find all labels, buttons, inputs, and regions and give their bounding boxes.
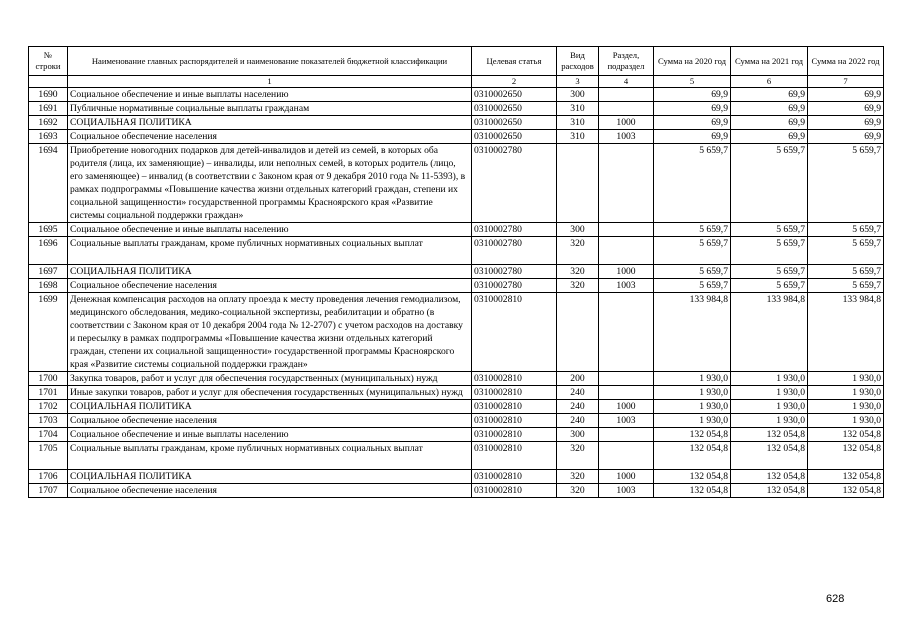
row-target: 0310002810 bbox=[472, 372, 557, 386]
row-expense-type: 240 bbox=[557, 414, 599, 428]
row-sum-2022: 132 054,8 bbox=[808, 428, 884, 442]
table-row bbox=[29, 400, 884, 414]
row-name: Закупка товаров, работ и услуг для обеспечения государственных (муниципальных) нужд bbox=[68, 372, 472, 386]
row-section: 1000 bbox=[599, 116, 654, 130]
row-number: 1702 bbox=[29, 400, 68, 414]
row-sum-2021: 5 659,7 bbox=[731, 237, 808, 265]
row-expense-type: 310 bbox=[557, 130, 599, 144]
row-name: Приобретение новогодних подарков для детей-инвалидов и детей из семей, в которых оба родителя (лица, их заменяющие) – инвалиды, или неполных семей, в которых родитель (лицо, его заменяющее) – инвалид (в соответствии с Законом края от 9 декабря 2010 года № 11-5393), в рамках подпрограммы «Повышение качества жизни отдельных категорий граждан, степени их социальной защищенности» государственной программы Красноярского края «Развитие системы социальной поддержки граждан» bbox=[68, 144, 472, 223]
row-name: Социальное обеспечение населения bbox=[68, 130, 472, 144]
header-sum-2020: Сумма на 2020 год bbox=[654, 47, 731, 76]
row-target: 0310002810 bbox=[472, 470, 557, 484]
table-header-row bbox=[29, 47, 884, 76]
row-sum-2022: 133 984,8 bbox=[808, 293, 884, 372]
row-sum-2020: 1 930,0 bbox=[654, 372, 731, 386]
row-section bbox=[599, 237, 654, 265]
row-sum-2022: 69,9 bbox=[808, 116, 884, 130]
header-section: Раздел, подраздел bbox=[599, 47, 654, 76]
row-number: 1706 bbox=[29, 470, 68, 484]
row-sum-2020: 69,9 bbox=[654, 102, 731, 116]
row-name: Социальное обеспечение населения bbox=[68, 484, 472, 498]
row-sum-2021: 1 930,0 bbox=[731, 400, 808, 414]
row-number: 1697 bbox=[29, 265, 68, 279]
row-sum-2022: 1 930,0 bbox=[808, 372, 884, 386]
row-number: 1704 bbox=[29, 428, 68, 442]
row-expense-type: 320 bbox=[557, 265, 599, 279]
row-expense-type: 320 bbox=[557, 484, 599, 498]
row-sum-2020: 5 659,7 bbox=[654, 265, 731, 279]
row-sum-2021: 132 054,8 bbox=[731, 428, 808, 442]
row-sum-2022: 132 054,8 bbox=[808, 442, 884, 470]
row-expense-type: 320 bbox=[557, 442, 599, 470]
row-section: 1000 bbox=[599, 400, 654, 414]
header-row-no: № строки bbox=[29, 47, 68, 76]
table-row bbox=[29, 130, 884, 144]
row-name: Социальное обеспечение и иные выплаты населению bbox=[68, 223, 472, 237]
row-sum-2021: 69,9 bbox=[731, 88, 808, 102]
row-target: 0310002810 bbox=[472, 414, 557, 428]
row-expense-type: 240 bbox=[557, 386, 599, 400]
table-row bbox=[29, 102, 884, 116]
row-number: 1705 bbox=[29, 442, 68, 470]
row-section bbox=[599, 428, 654, 442]
row-expense-type: 240 bbox=[557, 400, 599, 414]
page-number: 628 bbox=[826, 593, 845, 605]
row-section bbox=[599, 223, 654, 237]
header-name: Наименование главных распорядителей и наименование показателей бюджетной классификации bbox=[68, 47, 472, 76]
row-expense-type: 300 bbox=[557, 428, 599, 442]
row-section bbox=[599, 442, 654, 470]
row-number: 1701 bbox=[29, 386, 68, 400]
row-sum-2020: 5 659,7 bbox=[654, 279, 731, 293]
row-target: 0310002780 bbox=[472, 144, 557, 223]
column-number-row bbox=[29, 76, 884, 88]
table-row bbox=[29, 293, 884, 372]
row-section: 1003 bbox=[599, 414, 654, 428]
row-target: 0310002810 bbox=[472, 484, 557, 498]
row-section bbox=[599, 102, 654, 116]
column-number: 7 bbox=[808, 76, 884, 88]
row-expense-type: 310 bbox=[557, 102, 599, 116]
table-row bbox=[29, 428, 884, 442]
row-number: 1690 bbox=[29, 88, 68, 102]
header-sum-2021: Сумма на 2021 год bbox=[731, 47, 808, 76]
row-sum-2022: 132 054,8 bbox=[808, 470, 884, 484]
column-number: 5 bbox=[654, 76, 731, 88]
row-name: Социальные выплаты гражданам, кроме публичных нормативных социальных выплат bbox=[68, 237, 472, 265]
column-number: 1 bbox=[68, 76, 472, 88]
row-sum-2021: 132 054,8 bbox=[731, 484, 808, 498]
column-number: 3 bbox=[557, 76, 599, 88]
row-sum-2020: 1 930,0 bbox=[654, 386, 731, 400]
table-row bbox=[29, 442, 884, 470]
row-sum-2020: 133 984,8 bbox=[654, 293, 731, 372]
column-number-empty bbox=[29, 76, 68, 88]
column-number: 6 bbox=[731, 76, 808, 88]
row-section bbox=[599, 372, 654, 386]
row-number: 1693 bbox=[29, 130, 68, 144]
row-sum-2020: 69,9 bbox=[654, 88, 731, 102]
row-name: Социальные выплаты гражданам, кроме публичных нормативных социальных выплат bbox=[68, 442, 472, 470]
row-expense-type: 310 bbox=[557, 116, 599, 130]
row-sum-2021: 5 659,7 bbox=[731, 265, 808, 279]
row-name: СОЦИАЛЬНАЯ ПОЛИТИКА bbox=[68, 265, 472, 279]
budget-table bbox=[28, 46, 884, 498]
header-target: Целевая статья bbox=[472, 47, 557, 76]
row-expense-type: 300 bbox=[557, 223, 599, 237]
row-sum-2022: 1 930,0 bbox=[808, 400, 884, 414]
row-target: 0310002780 bbox=[472, 279, 557, 293]
row-sum-2020: 132 054,8 bbox=[654, 470, 731, 484]
row-sum-2021: 69,9 bbox=[731, 116, 808, 130]
row-sum-2021: 132 054,8 bbox=[731, 442, 808, 470]
table-row bbox=[29, 223, 884, 237]
row-sum-2021: 1 930,0 bbox=[731, 372, 808, 386]
row-number: 1694 bbox=[29, 144, 68, 223]
table-row bbox=[29, 116, 884, 130]
row-sum-2020: 132 054,8 bbox=[654, 428, 731, 442]
row-section bbox=[599, 144, 654, 223]
header-expense-type: Вид расходов bbox=[557, 47, 599, 76]
row-target: 0310002780 bbox=[472, 223, 557, 237]
row-number: 1699 bbox=[29, 293, 68, 372]
row-sum-2020: 132 054,8 bbox=[654, 484, 731, 498]
row-section: 1000 bbox=[599, 265, 654, 279]
row-section: 1003 bbox=[599, 130, 654, 144]
row-sum-2022: 69,9 bbox=[808, 130, 884, 144]
row-sum-2021: 133 984,8 bbox=[731, 293, 808, 372]
row-name: Публичные нормативные социальные выплаты гражданам bbox=[68, 102, 472, 116]
row-name: СОЦИАЛЬНАЯ ПОЛИТИКА bbox=[68, 116, 472, 130]
column-number: 2 bbox=[472, 76, 557, 88]
row-section: 1003 bbox=[599, 279, 654, 293]
row-number: 1703 bbox=[29, 414, 68, 428]
table-row bbox=[29, 237, 884, 265]
row-sum-2021: 5 659,7 bbox=[731, 144, 808, 223]
row-name: СОЦИАЛЬНАЯ ПОЛИТИКА bbox=[68, 470, 472, 484]
row-sum-2021: 1 930,0 bbox=[731, 386, 808, 400]
row-name: Социальное обеспечение населения bbox=[68, 279, 472, 293]
row-name: СОЦИАЛЬНАЯ ПОЛИТИКА bbox=[68, 400, 472, 414]
row-sum-2022: 5 659,7 bbox=[808, 223, 884, 237]
row-sum-2021: 5 659,7 bbox=[731, 223, 808, 237]
row-section bbox=[599, 293, 654, 372]
row-target: 0310002780 bbox=[472, 265, 557, 279]
row-expense-type: 200 bbox=[557, 372, 599, 386]
table-row bbox=[29, 414, 884, 428]
row-number: 1692 bbox=[29, 116, 68, 130]
row-target: 0310002650 bbox=[472, 102, 557, 116]
header-sum-2022: Сумма на 2022 год bbox=[808, 47, 884, 76]
row-expense-type: 320 bbox=[557, 237, 599, 265]
row-name: Иные закупки товаров, работ и услуг для обеспечения государственных (муниципальных) нужд bbox=[68, 386, 472, 400]
row-sum-2020: 1 930,0 bbox=[654, 400, 731, 414]
row-sum-2021: 1 930,0 bbox=[731, 414, 808, 428]
row-expense-type: 320 bbox=[557, 470, 599, 484]
table-row bbox=[29, 372, 884, 386]
row-target: 0310002810 bbox=[472, 428, 557, 442]
table-row bbox=[29, 470, 884, 484]
row-sum-2022: 5 659,7 bbox=[808, 265, 884, 279]
row-name: Социальное обеспечение и иные выплаты населению bbox=[68, 88, 472, 102]
table-row bbox=[29, 484, 884, 498]
row-number: 1691 bbox=[29, 102, 68, 116]
row-target: 0310002810 bbox=[472, 442, 557, 470]
row-section: 1003 bbox=[599, 484, 654, 498]
row-sum-2022: 69,9 bbox=[808, 102, 884, 116]
row-sum-2020: 5 659,7 bbox=[654, 144, 731, 223]
row-sum-2020: 1 930,0 bbox=[654, 414, 731, 428]
row-expense-type bbox=[557, 293, 599, 372]
row-number: 1696 bbox=[29, 237, 68, 265]
table-body bbox=[29, 88, 884, 498]
row-sum-2022: 1 930,0 bbox=[808, 386, 884, 400]
row-sum-2020: 69,9 bbox=[654, 116, 731, 130]
row-sum-2020: 5 659,7 bbox=[654, 237, 731, 265]
row-expense-type: 320 bbox=[557, 279, 599, 293]
row-target: 0310002650 bbox=[472, 88, 557, 102]
table-row bbox=[29, 88, 884, 102]
row-number: 1698 bbox=[29, 279, 68, 293]
row-target: 0310002810 bbox=[472, 293, 557, 372]
row-target: 0310002780 bbox=[472, 237, 557, 265]
row-sum-2022: 132 054,8 bbox=[808, 484, 884, 498]
row-expense-type: 300 bbox=[557, 88, 599, 102]
row-sum-2022: 5 659,7 bbox=[808, 279, 884, 293]
row-sum-2021: 69,9 bbox=[731, 130, 808, 144]
row-target: 0310002650 bbox=[472, 130, 557, 144]
row-name: Социальное обеспечение населения bbox=[68, 414, 472, 428]
table-row bbox=[29, 265, 884, 279]
row-number: 1695 bbox=[29, 223, 68, 237]
row-number: 1707 bbox=[29, 484, 68, 498]
row-number: 1700 bbox=[29, 372, 68, 386]
row-target: 0310002650 bbox=[472, 116, 557, 130]
row-section bbox=[599, 386, 654, 400]
row-name: Социальное обеспечение и иные выплаты населению bbox=[68, 428, 472, 442]
column-number: 4 bbox=[599, 76, 654, 88]
row-target: 0310002810 bbox=[472, 386, 557, 400]
row-sum-2022: 5 659,7 bbox=[808, 237, 884, 265]
row-sum-2022: 69,9 bbox=[808, 88, 884, 102]
row-section bbox=[599, 88, 654, 102]
row-expense-type bbox=[557, 144, 599, 223]
row-sum-2021: 69,9 bbox=[731, 102, 808, 116]
row-target: 0310002810 bbox=[472, 400, 557, 414]
row-section: 1000 bbox=[599, 470, 654, 484]
table-row bbox=[29, 144, 884, 223]
row-sum-2020: 5 659,7 bbox=[654, 223, 731, 237]
row-sum-2021: 5 659,7 bbox=[731, 279, 808, 293]
row-sum-2022: 1 930,0 bbox=[808, 414, 884, 428]
table-row bbox=[29, 279, 884, 293]
row-sum-2021: 132 054,8 bbox=[731, 470, 808, 484]
table-row bbox=[29, 386, 884, 400]
row-name: Денежная компенсация расходов на оплату проезда к месту проведения лечения гемодиализом, медицинского обследования, медико-социальной экспертизы, реабилитации и обратно (в соответствии с Законом края от 10 декабря 2004 года № 12-2707) с учетом расходов на доставку и пересылку в рамках подпрограммы «Повышение качества жизни отдельных категорий граждан, степени их социальной защищенности» государственной программы Красноярского края «Развитие системы социальной поддержки граждан» bbox=[68, 293, 472, 372]
row-sum-2020: 69,9 bbox=[654, 130, 731, 144]
row-sum-2020: 132 054,8 bbox=[654, 442, 731, 470]
row-sum-2022: 5 659,7 bbox=[808, 144, 884, 223]
